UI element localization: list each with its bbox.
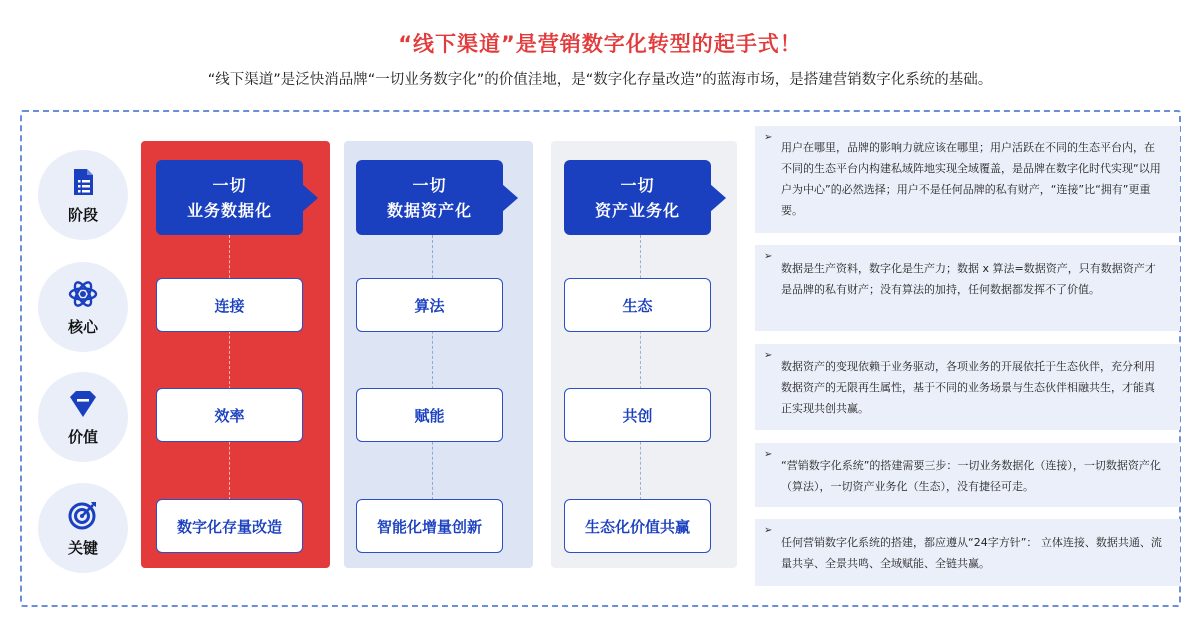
category-core [38,262,128,352]
arrow-bullet-icon: ➢ [764,449,773,460]
core-box: 连接 [156,278,303,332]
diamond-icon [67,388,99,420]
core-box: 算法 [356,278,503,332]
category-label: 核心 [67,317,98,336]
description-panel [755,126,1180,233]
arrow-bullet-icon: ➢ [764,132,773,143]
description-panel [755,245,1180,331]
key-box: 生态化价值共赢 [564,499,711,553]
connector-line [432,235,433,500]
description-text: 数据资产的变现依赖于业务驱动，各项业务的开展依托于生态伙伴，充分利用数据资产的无限再生属性，基于不同的业务场景与生态伙伴相融共生，才能真正实现共创共赢。 [781,360,1155,415]
description-text: 用户在哪里，品牌的影响力就应该在哪里；用户活跃在不同的生态平台内，在不同的生态平台内构建私域阵地实现全域覆盖，是品牌在数字化时代实现“以用户为中心”的必然选择；用户不是任何品牌的私有财产，“连接”比“拥有”更重要。 [781,141,1161,217]
category-label: 价值 [67,427,98,446]
category-value [38,372,128,462]
stage-head-line2: 数据资产化 [386,200,472,220]
stage-head [156,160,303,235]
description-text: “营销数字化系统”的搭建需要三步：一切业务数据化（连接），一切数据资产化（算法），一切资产业务化（生态），没有捷径可走。 [781,459,1161,493]
value-box: 共创 [564,388,711,442]
page-subtitle: “线下渠道”是泛快消品牌“一切业务数字化”的价值洼地，是“数字化存量改造”的蓝海市场，是搭建营销数字化系统的基础。 [207,72,993,88]
arrow-bullet-icon: ➢ [764,525,773,536]
category-key [38,483,128,573]
stage-head [564,160,711,235]
category-stage [38,150,128,240]
arrow-bullet-icon: ➢ [764,251,773,262]
connector-line [229,235,230,500]
connector-line [640,235,641,500]
description-text: 数据是生产资料，数字化是生产力；数据 x 算法=数据资产，只有数据资产才是品牌的私有财产；没有算法的加持，任何数据都发挥不了价值。 [781,262,1156,296]
stage-head-line1: 一切 [620,175,655,195]
document-list-icon [67,166,99,198]
core-box: 生态 [564,278,711,332]
key-box: 数字化存量改造 [156,499,303,553]
stage-head [356,160,503,235]
target-icon [67,499,99,531]
value-box: 赋能 [356,388,503,442]
atom-icon [67,278,99,310]
page-title: “线下渠道”是营销数字化转型的起手式！ [398,32,802,56]
description-panel [755,344,1180,430]
stage-head-line1: 一切 [412,175,447,195]
description-panel [755,443,1180,507]
stage-head-line2: 资产业务化 [594,200,680,220]
description-text: 任何营销数字化系统的搭建，都应遵从“24字方针”： 立体连接、数据共通、流量共享、全景共鸣、全域赋能、全链共赢。 [781,536,1162,570]
description-panel [755,519,1180,586]
category-label: 关键 [67,538,98,557]
category-label: 阶段 [67,205,98,224]
stage-head-line1: 一切 [212,175,247,195]
key-box: 智能化增量创新 [356,499,503,553]
value-box: 效率 [156,388,303,442]
stage-head-line2: 业务数据化 [186,200,272,220]
arrow-bullet-icon: ➢ [764,350,773,361]
